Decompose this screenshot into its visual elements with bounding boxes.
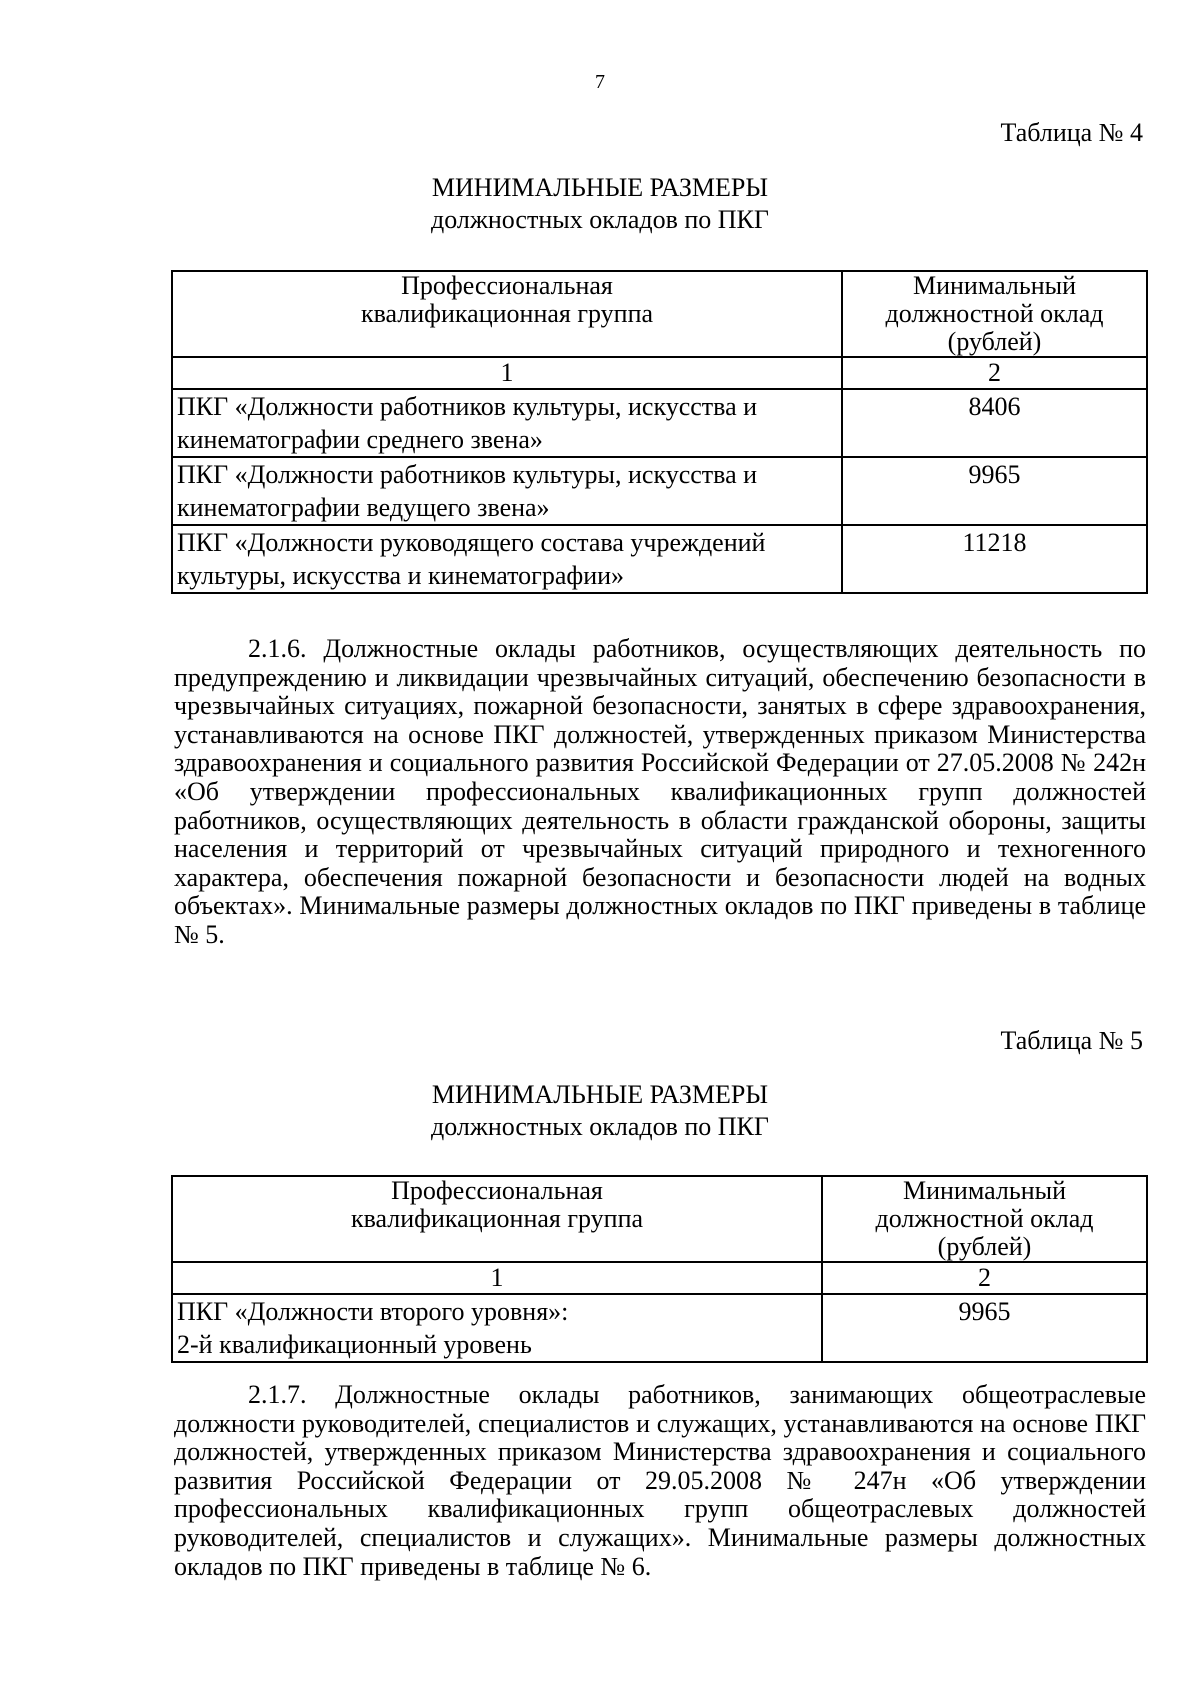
salary-cell: 9965 (822, 1294, 1147, 1362)
table-5-subtitle: должностных окладов по ПКГ (431, 1112, 769, 1141)
table-4-heading (0, 172, 1200, 236)
column-number-cell: 1 (172, 357, 842, 389)
group-cell: ПКГ «Должности работников культуры, искусства и кинематографии среднего звена» (172, 389, 842, 457)
column-number-cell: 2 (822, 1262, 1147, 1294)
salary-cell: 8406 (842, 389, 1147, 457)
column-number-cell: 1 (172, 1262, 822, 1294)
group-line: 2-й квалификационный уровень (177, 1330, 532, 1359)
header-salary-cell: Минимальный должностной оклад (рублей) (842, 271, 1147, 357)
paragraph-2-1-7: 2.1.7. Должностные оклады работников, занимающих общеотраслевые должности руководителей, специалистов и служащих, устанавливаются на основе ПКГ должностей, утвержденных приказом Министерства здравоохранения и социального развития Российской Федерации от 29.05.2008 № 247н «Об утверждении профессиональных квалификационных групп общеотраслевых должностей руководителей, специалистов и служащих». Минимальные размеры должностных окладов по ПКГ приведены в таблице № 6. (174, 1380, 1146, 1581)
table-header-row (172, 271, 1147, 357)
header-group-cell: Профессиональная квалификационная группа (172, 271, 842, 357)
header-salary-cell: Минимальный должностной оклад (рублей) (822, 1176, 1147, 1262)
table-5-heading (0, 1079, 1200, 1143)
paragraph-2-1-6: 2.1.6. Должностные оклады работников, осуществляющих деятельность по предупреждению и ликвидации чрезвычайных ситуаций, обеспечению безопасности в чрезвычайных ситуациях, пожарной безопасности, занятых в сфере здравоохранения, устанавливаются на основе ПКГ должностей, утвержденных приказом Министерства здравоохранения и социального развития Российской Федерации от 27.05.2008 № 242н «Об утверждении профессиональных квалификационных групп должностей работников, осуществляющих деятельность в области гражданской обороны, защиты населения и территорий от чрезвычайных ситуаций природного и техногенного характера, обеспечения пожарной безопасности и безопасности людей на водных объектах». Минимальные размеры должностных окладов по ПКГ приведены в таблице № 5. (174, 634, 1146, 949)
table-row (172, 389, 1147, 457)
group-cell: ПКГ «Должности работников культуры, искусства и кинематографии ведущего звена» (172, 457, 842, 525)
page-number: 7 (595, 71, 605, 93)
table-5 (171, 1175, 1148, 1363)
table-row (172, 525, 1147, 593)
table-number-row (172, 357, 1147, 389)
table-4-label: Таблица № 4 (1000, 118, 1143, 147)
table-row (172, 1294, 1147, 1362)
table-number-row (172, 1262, 1147, 1294)
table-4-subtitle: должностных окладов по ПКГ (431, 205, 769, 234)
table-4 (171, 270, 1148, 594)
salary-cell: 9965 (842, 457, 1147, 525)
table-5-label: Таблица № 5 (1000, 1026, 1143, 1055)
group-line: ПКГ «Должности второго уровня»: (177, 1297, 569, 1326)
table-5-title: МИНИМАЛЬНЫЕ РАЗМЕРЫ (431, 1080, 769, 1109)
table-4-title: МИНИМАЛЬНЫЕ РАЗМЕРЫ (431, 173, 769, 202)
group-cell (172, 1294, 822, 1362)
table-header-row (172, 1176, 1147, 1262)
group-cell: ПКГ «Должности руководящего состава учреждений культуры, искусства и кинематографии» (172, 525, 842, 593)
column-number-cell: 2 (842, 357, 1147, 389)
salary-cell: 11218 (842, 525, 1147, 593)
table-row (172, 457, 1147, 525)
header-group-cell: Профессиональная квалификационная группа (172, 1176, 822, 1262)
